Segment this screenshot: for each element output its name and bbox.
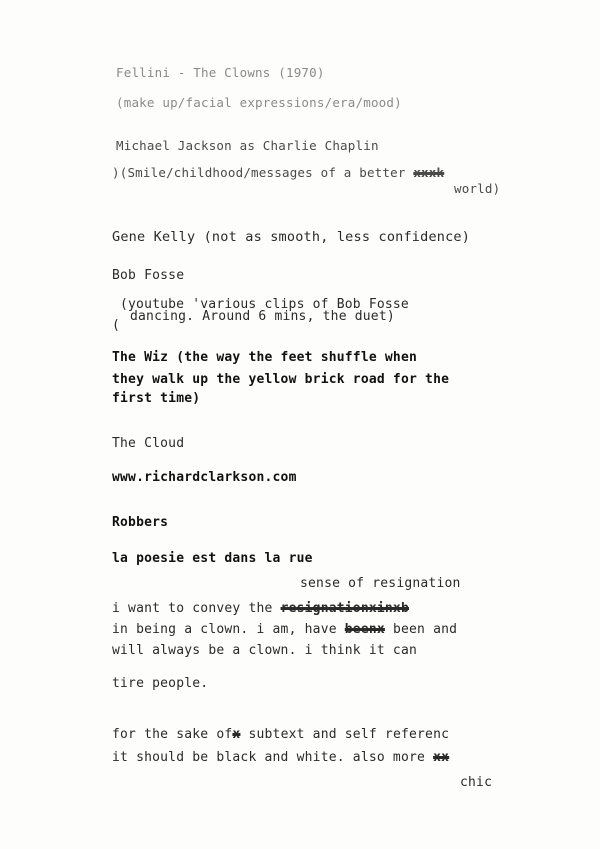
text-line: www.richardclarkson.com [112,470,297,485]
text-line: world) [454,181,501,196]
struck-text: xx [433,750,450,765]
text-line [112,750,449,766]
struck-text: resignationxinxb [280,601,409,616]
text-line: Michael Jackson as Charlie Chaplin [116,138,379,153]
text-line: first time) [112,391,201,406]
struck-text: xxxk [413,165,445,180]
text-line: they walk up the yellow brick road for the [112,372,450,387]
text-segment: i want to convey the [112,601,281,616]
text-segment: )(Smile/childhood/messages of a better [112,165,414,180]
text-segment: in being a clown. i am, have [112,622,345,637]
struck-text: beenx [344,622,385,637]
text-line: sense of resignation [300,576,461,591]
text-line: la poesie est dans la rue [112,551,313,566]
text-line: (youtube 'various clips of Bob Fosse [120,297,409,312]
text-line [112,622,457,638]
text-segment: for the sake of [112,727,233,742]
text-line: will always be a clown. i think it can [112,643,418,658]
text-segment: been and [384,622,458,637]
text-line [112,165,444,181]
text-line [112,601,409,617]
text-line: chic [460,775,493,790]
text-line: tire people. [112,676,209,691]
text-line: Robbers [112,515,169,530]
text-line: dancing. Around 6 mins, the duet) [130,309,395,324]
struck-text: x [232,727,241,742]
text-line: ( [112,318,121,333]
text-line: Fellini - The Clowns (1970) [116,65,325,80]
text-line: Gene Kelly (not as smooth, less confidence) [112,229,471,245]
text-segment: subtext and self referenc [240,727,450,742]
text-line: The Cloud [112,436,185,451]
text-line [112,727,449,743]
text-segment: it should be black and white. also more [112,750,434,765]
text-line: The Wiz (the way the feet shuffle when [112,350,418,365]
text-line: (make up/facial expressions/era/mood) [116,95,402,110]
text-line: Bob Fosse [112,268,185,283]
